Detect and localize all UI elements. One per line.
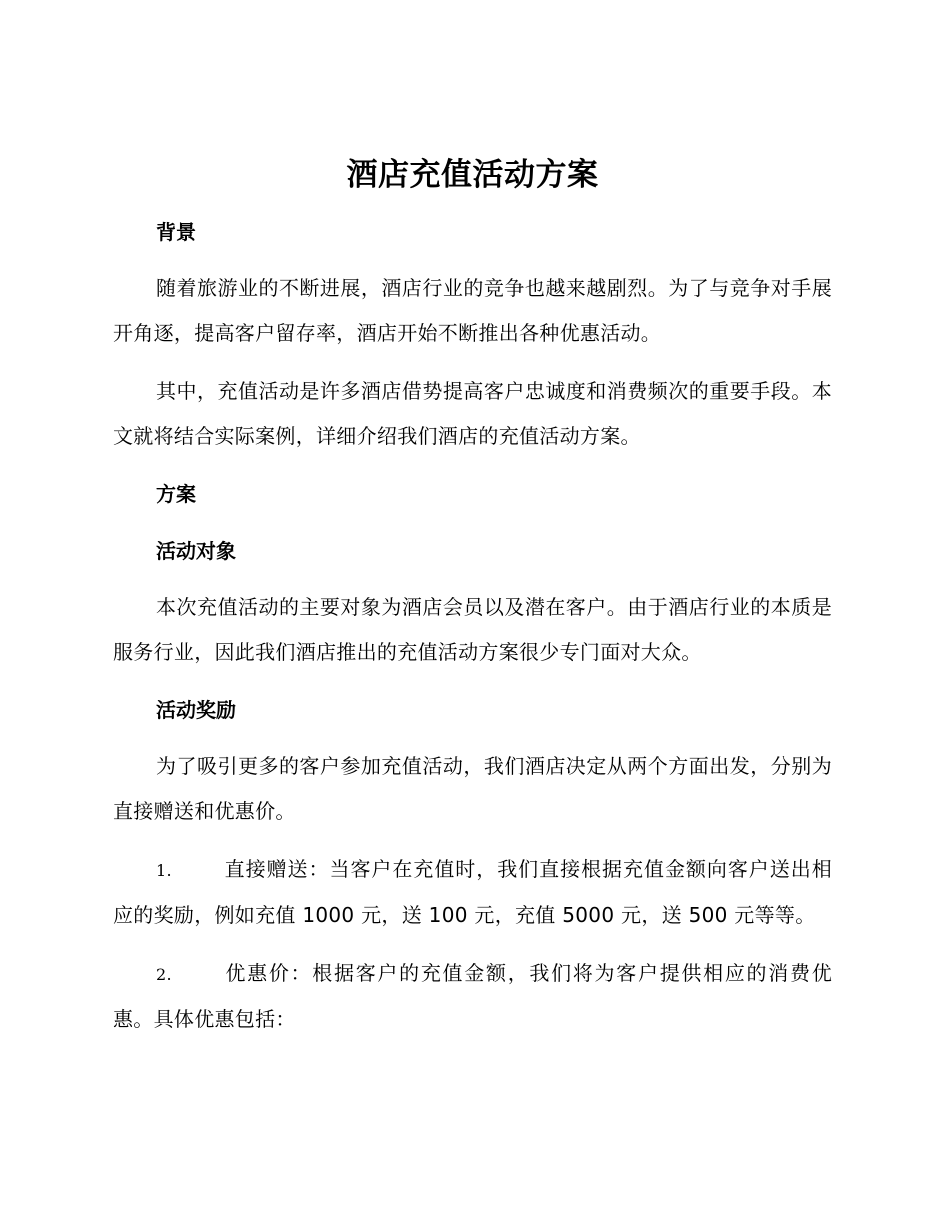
list-item (113, 847, 832, 938)
spacer (113, 938, 832, 951)
spacer (113, 675, 832, 688)
spacer (113, 516, 832, 529)
spacer (113, 834, 832, 847)
list-item-number: 1. (156, 861, 172, 880)
section-heading-plan: 方案 (156, 482, 196, 506)
spacer (113, 459, 832, 472)
section-heading-reward: 活动奖励 (156, 698, 236, 722)
spacer (113, 356, 832, 369)
spacer (113, 573, 832, 585)
section-heading-background: 背景 (156, 220, 196, 244)
target-paragraph: 本次充值活动的主要对象为酒店会员以及潜在客户。由于酒店行业的本质是服务行业，因此我们酒店推出的充值活动方案很少专门面对大众。 (113, 595, 832, 664)
background-paragraph-1: 随着旅游业的不断进展，酒店行业的竞争也越来越剧烈。为了与竞争对手展开角逐，提高客户留存率，酒店开始不断推出各种优惠活动。 (113, 276, 832, 345)
background-paragraph-2: 其中，充值活动是许多酒店借势提高客户忠诚度和消费频次的重要手段。本文就将结合实际案例，详细介绍我们酒店的充值活动方案。 (113, 379, 832, 448)
list-item-number: 2. (156, 965, 172, 984)
section-heading-target: 活动对象 (156, 539, 236, 563)
reward-paragraph: 为了吸引更多的客户参加充值活动，我们酒店决定从两个方面出发，分别为直接赠送和优惠价。 (113, 754, 832, 823)
document-title: 酒店充值活动方案 (346, 157, 599, 193)
spacer (113, 254, 832, 266)
spacer (113, 732, 832, 744)
list-item-text: 优惠价：根据客户的充值金额，我们将为客户提供相应的消费优惠。具体优惠包括： (113, 961, 832, 1031)
list-item (113, 951, 832, 1042)
list-item-text: 直接赠送：当客户在充值时，我们直接根据充值金额向客户送出相应的奖励，例如充值 1000 元，送 100 元，充值 5000 元，送 500 元等等。 (113, 857, 832, 927)
